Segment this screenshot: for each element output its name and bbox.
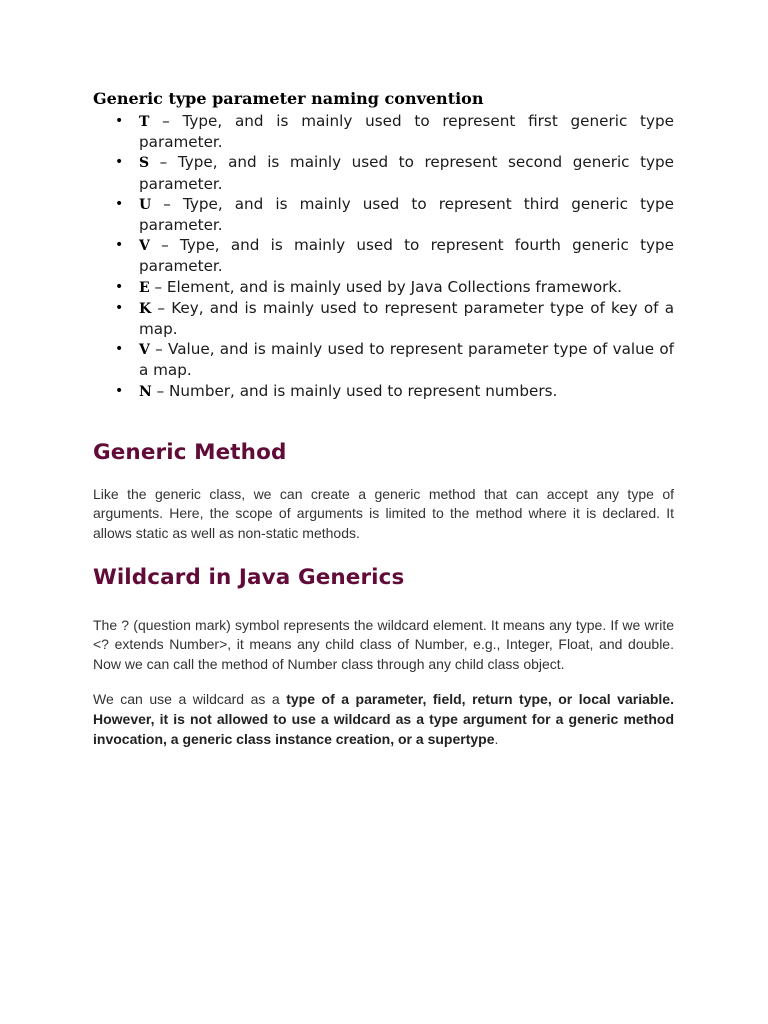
wildcard-paragraph: The ? (question mark) symbol represents the wildcard element. It means any type. If we write <? extends Number>, it means any child class of Number, e.g., Integer, Float, and double. Now we can call the method of Number class through any child class object. [93,616,674,672]
naming-convention-title: Generic type parameter naming convention [93,89,484,108]
list-item [93,152,674,193]
list-item [93,339,674,380]
bullet-icon: • [115,278,124,295]
wildcard-usage-paragraph [93,690,674,749]
type-letter: K [139,300,152,317]
generic-method-heading: Generic Method [93,439,287,465]
wildcard-heading: Wildcard in Java Generics [93,564,405,590]
bullet-icon: • [115,195,124,212]
type-letter: V [139,238,150,255]
bullet-icon: • [115,299,124,316]
type-letter: E [139,279,150,296]
list-item [93,277,674,298]
list-item-text: – Element, and is mainly used by Java Collections framework. [149,277,622,296]
bullet-icon: • [115,237,124,254]
type-letter: U [139,196,152,213]
wildcard-usage-bold: type of a parameter, field, return type, or local variable. However, it is not allowed to use a wildcard as a type argument for a generic method invocation, a generic class instance creation, or a supertype [93,691,674,747]
list-item-text: – Type, and is mainly used to represent first generic type parameter. [139,112,674,152]
type-letter: T [139,114,150,130]
list-item-text: – Value, and is mainly used to represent parameter type of value of a map. [139,340,674,380]
type-letter: V [139,342,150,359]
list-item [93,194,674,235]
naming-convention-list [93,111,674,402]
bullet-icon: • [115,341,124,358]
bullet-icon: • [115,113,124,129]
list-item [93,111,674,152]
list-item [93,235,674,276]
list-item-text: – Type, and is mainly used to represent second generic type parameter. [139,153,674,193]
type-letter: N [139,383,152,400]
bullet-icon: • [115,154,124,171]
type-letter: S [139,155,150,172]
list-item [93,298,674,339]
list-item-text: – Type, and is mainly used to represent fourth generic type parameter. [139,236,674,276]
bullet-icon: • [115,382,124,399]
generic-method-paragraph: Like the generic class, we can create a generic method that can accept any type of arguments. Here, the scope of arguments is limited to the method where it is declared. It allows static as well as non-static methods. [93,485,674,542]
list-item-text: – Key, and is mainly used to represent parameter type of key of a map. [139,298,674,339]
wildcard-usage-end: . [494,730,499,747]
list-item-text: – Number, and is mainly used to represent numbers. [151,381,558,400]
list-item-text: – Type, and is mainly used to represent third generic type parameter. [139,194,674,235]
list-item [93,381,674,402]
wildcard-usage-lead: We can use a wildcard as a [93,691,287,708]
